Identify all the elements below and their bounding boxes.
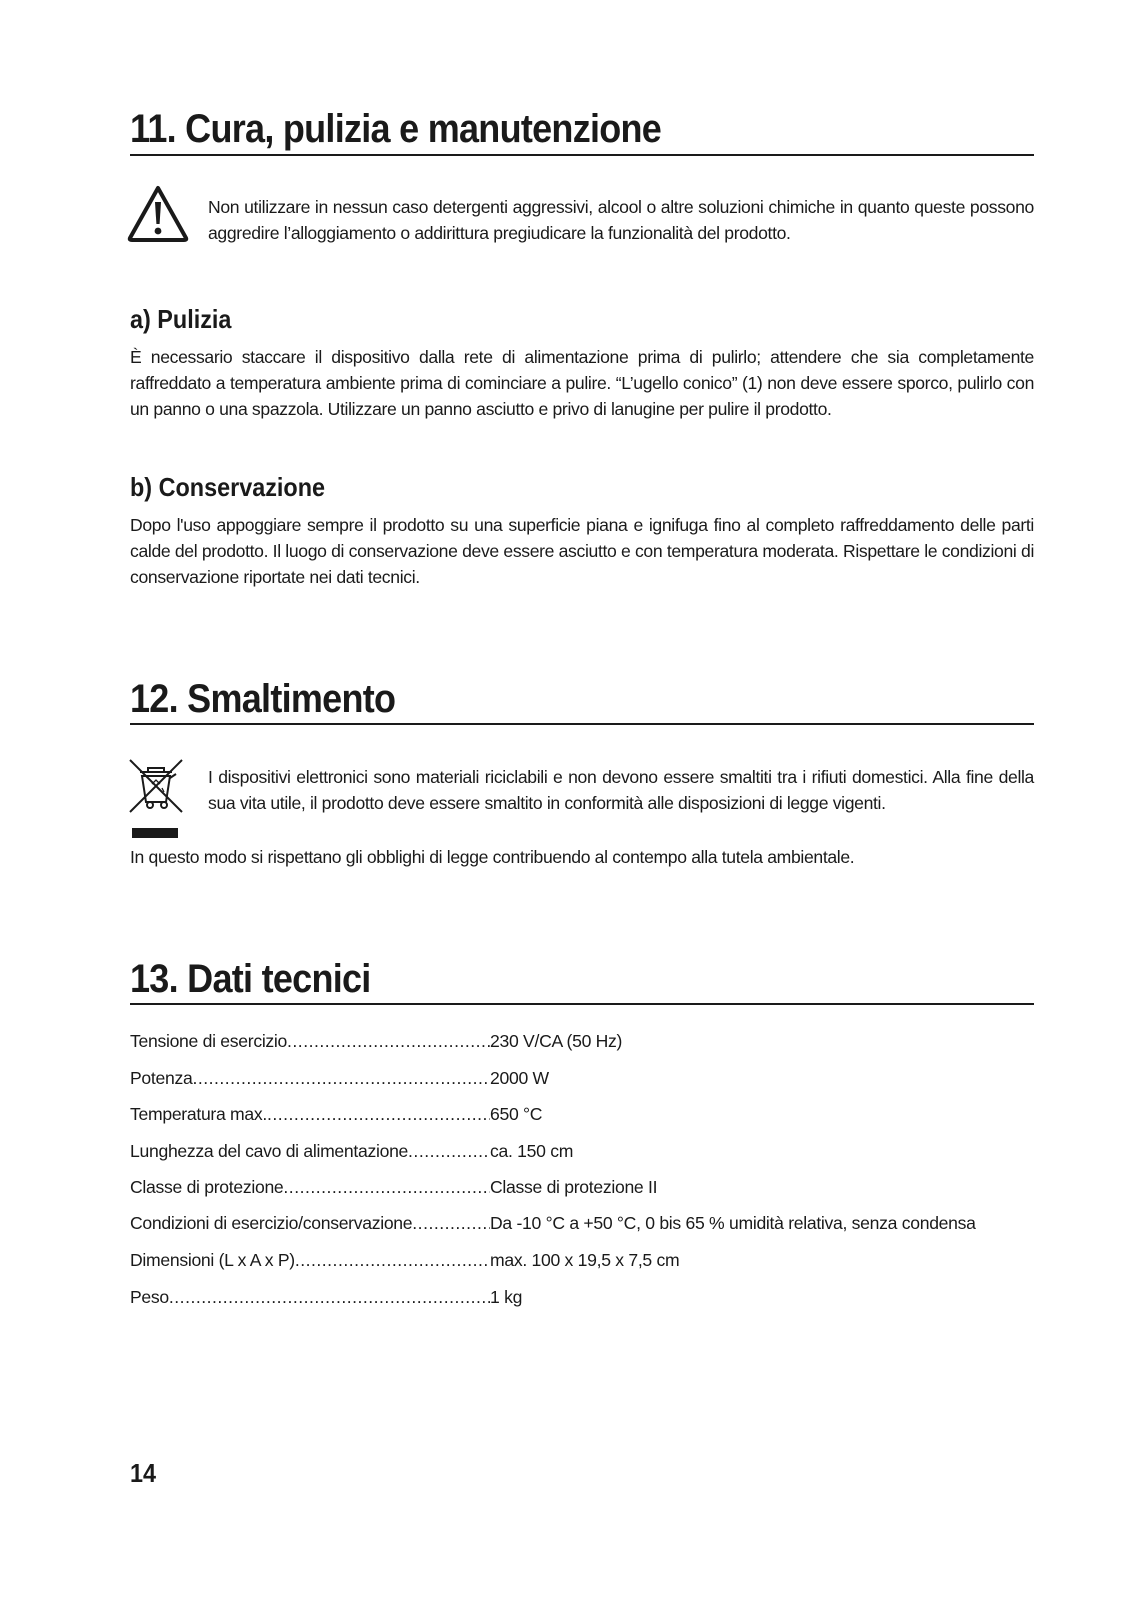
spec-row <box>130 1284 1034 1310</box>
section-13-rule <box>130 1003 1034 1005</box>
spec-row <box>130 1101 1034 1127</box>
spec-value: 230 V/CA (50 Hz) <box>490 1031 623 1051</box>
section-11-title: 11. Cura, pulizia e manutenzione <box>130 107 662 151</box>
spec-row <box>130 1247 1034 1273</box>
spec-value: 1 kg <box>490 1287 523 1307</box>
subsection-conservazione-title: b) Conservazione <box>130 472 326 502</box>
spec-value: max. 100 x 19,5 x 7,5 cm <box>490 1250 680 1270</box>
spec-value: 650 °C <box>490 1104 543 1124</box>
spec-row <box>130 1028 1034 1054</box>
pulizia-text: È necessario staccare il dispositivo dalla rete di alimentazione prima di pulirlo; attendere che sia completamente raffreddato a temperatura ambiente prima di cominciare a pulire. “L’ugello conico” (1) non deve essere sporco, pulirlo con un panno o una spazzola. Utilizzare un panno asciutto e privo di lanugine per pulire il prodotto. <box>130 347 1034 419</box>
spec-label: Potenza <box>130 1068 193 1088</box>
spec-leader-dots <box>192 1065 490 1091</box>
spec-label: Peso <box>130 1287 169 1307</box>
spec-label: Lunghezza del cavo di alimentazione <box>130 1141 409 1161</box>
page-number: 14 <box>130 1458 157 1488</box>
spec-row <box>130 1138 1034 1164</box>
spec-value: Classe di protezione II <box>490 1177 658 1197</box>
spec-label: Tensione di esercizio <box>130 1031 288 1051</box>
crossed-out-wheelie-bin-icon <box>126 758 186 842</box>
spec-row <box>130 1174 1034 1200</box>
manual-page <box>130 0 1034 1601</box>
spec-leader-dots <box>295 1247 490 1273</box>
section-12-rule <box>130 723 1034 725</box>
spec-leader-dots <box>169 1284 490 1310</box>
section-12-title: 12. Smaltimento <box>130 677 396 721</box>
subsection-pulizia-title: a) Pulizia <box>130 304 232 334</box>
smaltimento-text-2: In questo modo si rispettano gli obblighi di legge contribuendo al contempo alla tutela ambientale. <box>130 847 855 867</box>
smaltimento-text-1: I dispositivi elettronici sono materiali riciclabili e non devono essere smaltiti tra i rifiuti domestici. Alla fine della sua vita utile, il prodotto deve essere smaltito in conformità alle disposizioni di legge vigenti. <box>208 767 1034 813</box>
spec-leader-dots <box>287 1028 490 1054</box>
spec-label: Classe di protezione <box>130 1177 284 1197</box>
spec-label: Dimensioni (L x A x P) <box>130 1250 295 1270</box>
spec-row <box>130 1210 1034 1236</box>
spec-value: 2000 W <box>490 1068 549 1088</box>
warning-text: Non utilizzare in nessun caso detergenti aggressivi, alcool o altre soluzioni chimiche in quanto queste possono aggredire l’alloggiamento o addirittura pregiudicare la funzionalità del prodotto. <box>208 197 1034 243</box>
spec-value: ca. 150 cm <box>490 1141 574 1161</box>
spec-leader-dots <box>267 1101 490 1127</box>
spec-leader-dots <box>412 1210 490 1236</box>
spec-leader-dots <box>283 1174 490 1200</box>
conservazione-text: Dopo l'uso appoggiare sempre il prodotto su una superficie piana e ignifuga fino al completo raffreddamento delle parti calde del prodotto. Il luogo di conservazione deve essere asciutto e con temperatura moderata. Rispettare le condizioni di conservazione riportate nei dati tecnici. <box>130 515 1035 587</box>
section-11-rule <box>130 154 1034 156</box>
spec-label: Temperatura max. <box>130 1104 267 1124</box>
spec-value: Da -10 °C a +50 °C, 0 bis 65 % umidità relativa, senza condensa <box>490 1213 976 1233</box>
spec-leader-dots <box>408 1138 490 1164</box>
spec-row <box>130 1065 1034 1091</box>
spec-label: Condizioni di esercizio/conservazione <box>130 1213 413 1233</box>
section-13-title: 13. Dati tecnici <box>130 957 371 1001</box>
warning-triangle-icon <box>126 184 190 244</box>
